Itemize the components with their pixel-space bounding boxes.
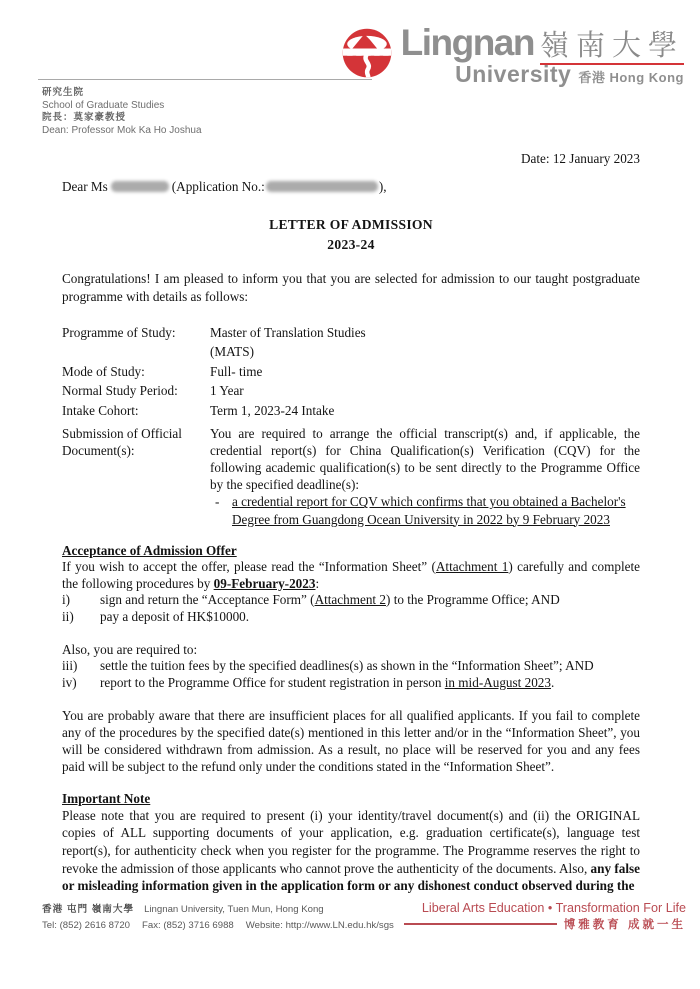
lingnan-seal-icon [340,26,394,80]
programme-details [62,323,640,528]
intro-paragraph: Congratulations! I am pleased to inform you that you are selected for admission to our taught postgraduate programme with details as follows: [62,271,640,304]
slogan-divider [404,923,557,925]
brand-university-label: University [455,61,572,87]
footer-contact-info [42,902,394,933]
salutation: Dear Ms (Application No.: ), [62,179,387,195]
letter-body [62,150,640,895]
attachment2-ref: Attachment 2 [314,592,386,608]
dean-name-en: Dean: Professor Mok Ka Ho Joshua [42,124,202,136]
brand-hongkong-label: 香港 Hong Kong [578,70,684,85]
university-logo [340,24,684,88]
footer-tel: Tel: (852) 2616 8720 [42,919,131,931]
footer-address-cjk: 香港 屯門 嶺南大學 [42,904,135,915]
attachment1-ref: Attachment 1 [435,558,509,574]
withdrawal-warning-paragraph: You are probably aware that there are insufficient places for all qualified applicants. If you fail to complete any of the procedures by the specified date(s) mentioned in this letter and/or in the “Information Sheet”, you will be considered withdrawn from admission. As a result, no place will be reserved for you and any fees paid will be subject to the refund only under the conditions stated in the “Information Sheet”. [62,707,640,774]
header-divider [38,79,372,80]
submission-text: You are required to arrange the official transcript(s) and, if applicable, the credential report(s) for China Qualification(s) Verification (CQV) for the following academic qualification(s) to be sent directly to the Programme Office by the specified deadline(s): [210,425,640,493]
detail-row-period: Normal Study Period: 1 Year [62,383,244,399]
important-note-bold: any false or misleading information given in the application form or any dishonest conduct observed during the [62,860,641,894]
registration-date: in mid-August 2023 [444,674,551,690]
acceptance-heading: Acceptance of Admission Offer [62,542,237,558]
detail-row-submission: Submission of Official Document(s): You are required to arrange the official transcript(s) and, if applicable, the credential report(s) for China Qualification(s) Verification (CQV) for the following academic qualification(s) to be sent directly to the Programme Office by the specified deadline(s): - a credential report for CQV which confirms that you obtained a Bachelor's Degree from Guangdong Ocean University in 2022 by 9 February 2023 [62,425,640,527]
detail-row-mode: Mode of Study: Full- time [62,363,263,379]
footer-slogan [404,901,686,932]
letter-date: Date: 12 January 2023 [520,151,640,166]
acceptance-intro: If you wish to accept the offer, please read the “Information Sheet” (Attachment 1) carefully and complete the following procedures by 09-February-2023: [62,558,641,591]
footer-address-en: Lingnan University, Tuen Mun, Hong Kong [144,904,324,915]
important-note-heading: Important Note [62,790,151,806]
school-info [42,87,202,137]
procedure-item-ii: ii) pay a deposit of HK$10000. [62,608,250,624]
footer-website: Website: http://www.LN.edu.hk/sgs [245,919,394,931]
letter-title [62,215,640,255]
acceptance-deadline: 09-February-2023 [213,575,316,591]
slogan-cjk: 博雅教育 成就一生 [563,919,686,931]
school-name-cjk: 研究生院 [42,87,85,98]
procedure-item-iii: iii) settle the tuition fees by the specified deadlines(s) as shown in the “Information Sheet”; AND [62,657,594,673]
slogan-english: Liberal Arts Education • Transformation For Life [421,901,686,915]
redacted-application-number [266,181,378,192]
procedure-item-iv: iv) report to the Programme Office for student registration in person in mid-August 2023. [62,674,555,690]
also-required-line: Also, you are required to: [62,641,198,657]
brand-name-cjk: 嶺南大學 [540,30,684,65]
letter-title-line1: LETTER OF ADMISSION [269,217,433,233]
submission-bullet: - a credential report for CQV which confirms that you obtained a Bachelor's Degree from Guangdong Ocean University in 2022 by 9 February 2023 [215,494,626,527]
important-note-paragraph: Please note that you are required to present (i) your identity/travel document(s) and (ii) the ORIGINAL copies of ALL supporting documents of your application, e.g. graduation certificate(s), language test report(s), for authenticity check when you register for the programme. The Programme reserves the right to revoke the admission of those applicants who cannot prove the authenticity of the documents. Also, any false or misleading information given in the application form or any dishonest conduct observed during the [62,807,641,894]
letter-title-line2: 2023-24 [327,237,375,253]
school-name-en: School of Graduate Studies [42,99,165,111]
procedure-item-i: i) sign and return the “Acceptance Form” (Attachment 2) to the Programme Office; AND [62,592,560,608]
detail-row-programme: Programme of Study: Master of Translation Studies (MATS) [62,324,366,360]
brand-name-latin: Lingnan [400,22,534,63]
redacted-name [111,181,169,192]
footer-fax: Fax: (852) 3716 6988 [142,919,234,931]
detail-row-intake: Intake Cohort: Term 1, 2023-24 Intake [62,402,335,418]
dean-name-cjk: 院長：莫家豪教授 [42,112,127,123]
